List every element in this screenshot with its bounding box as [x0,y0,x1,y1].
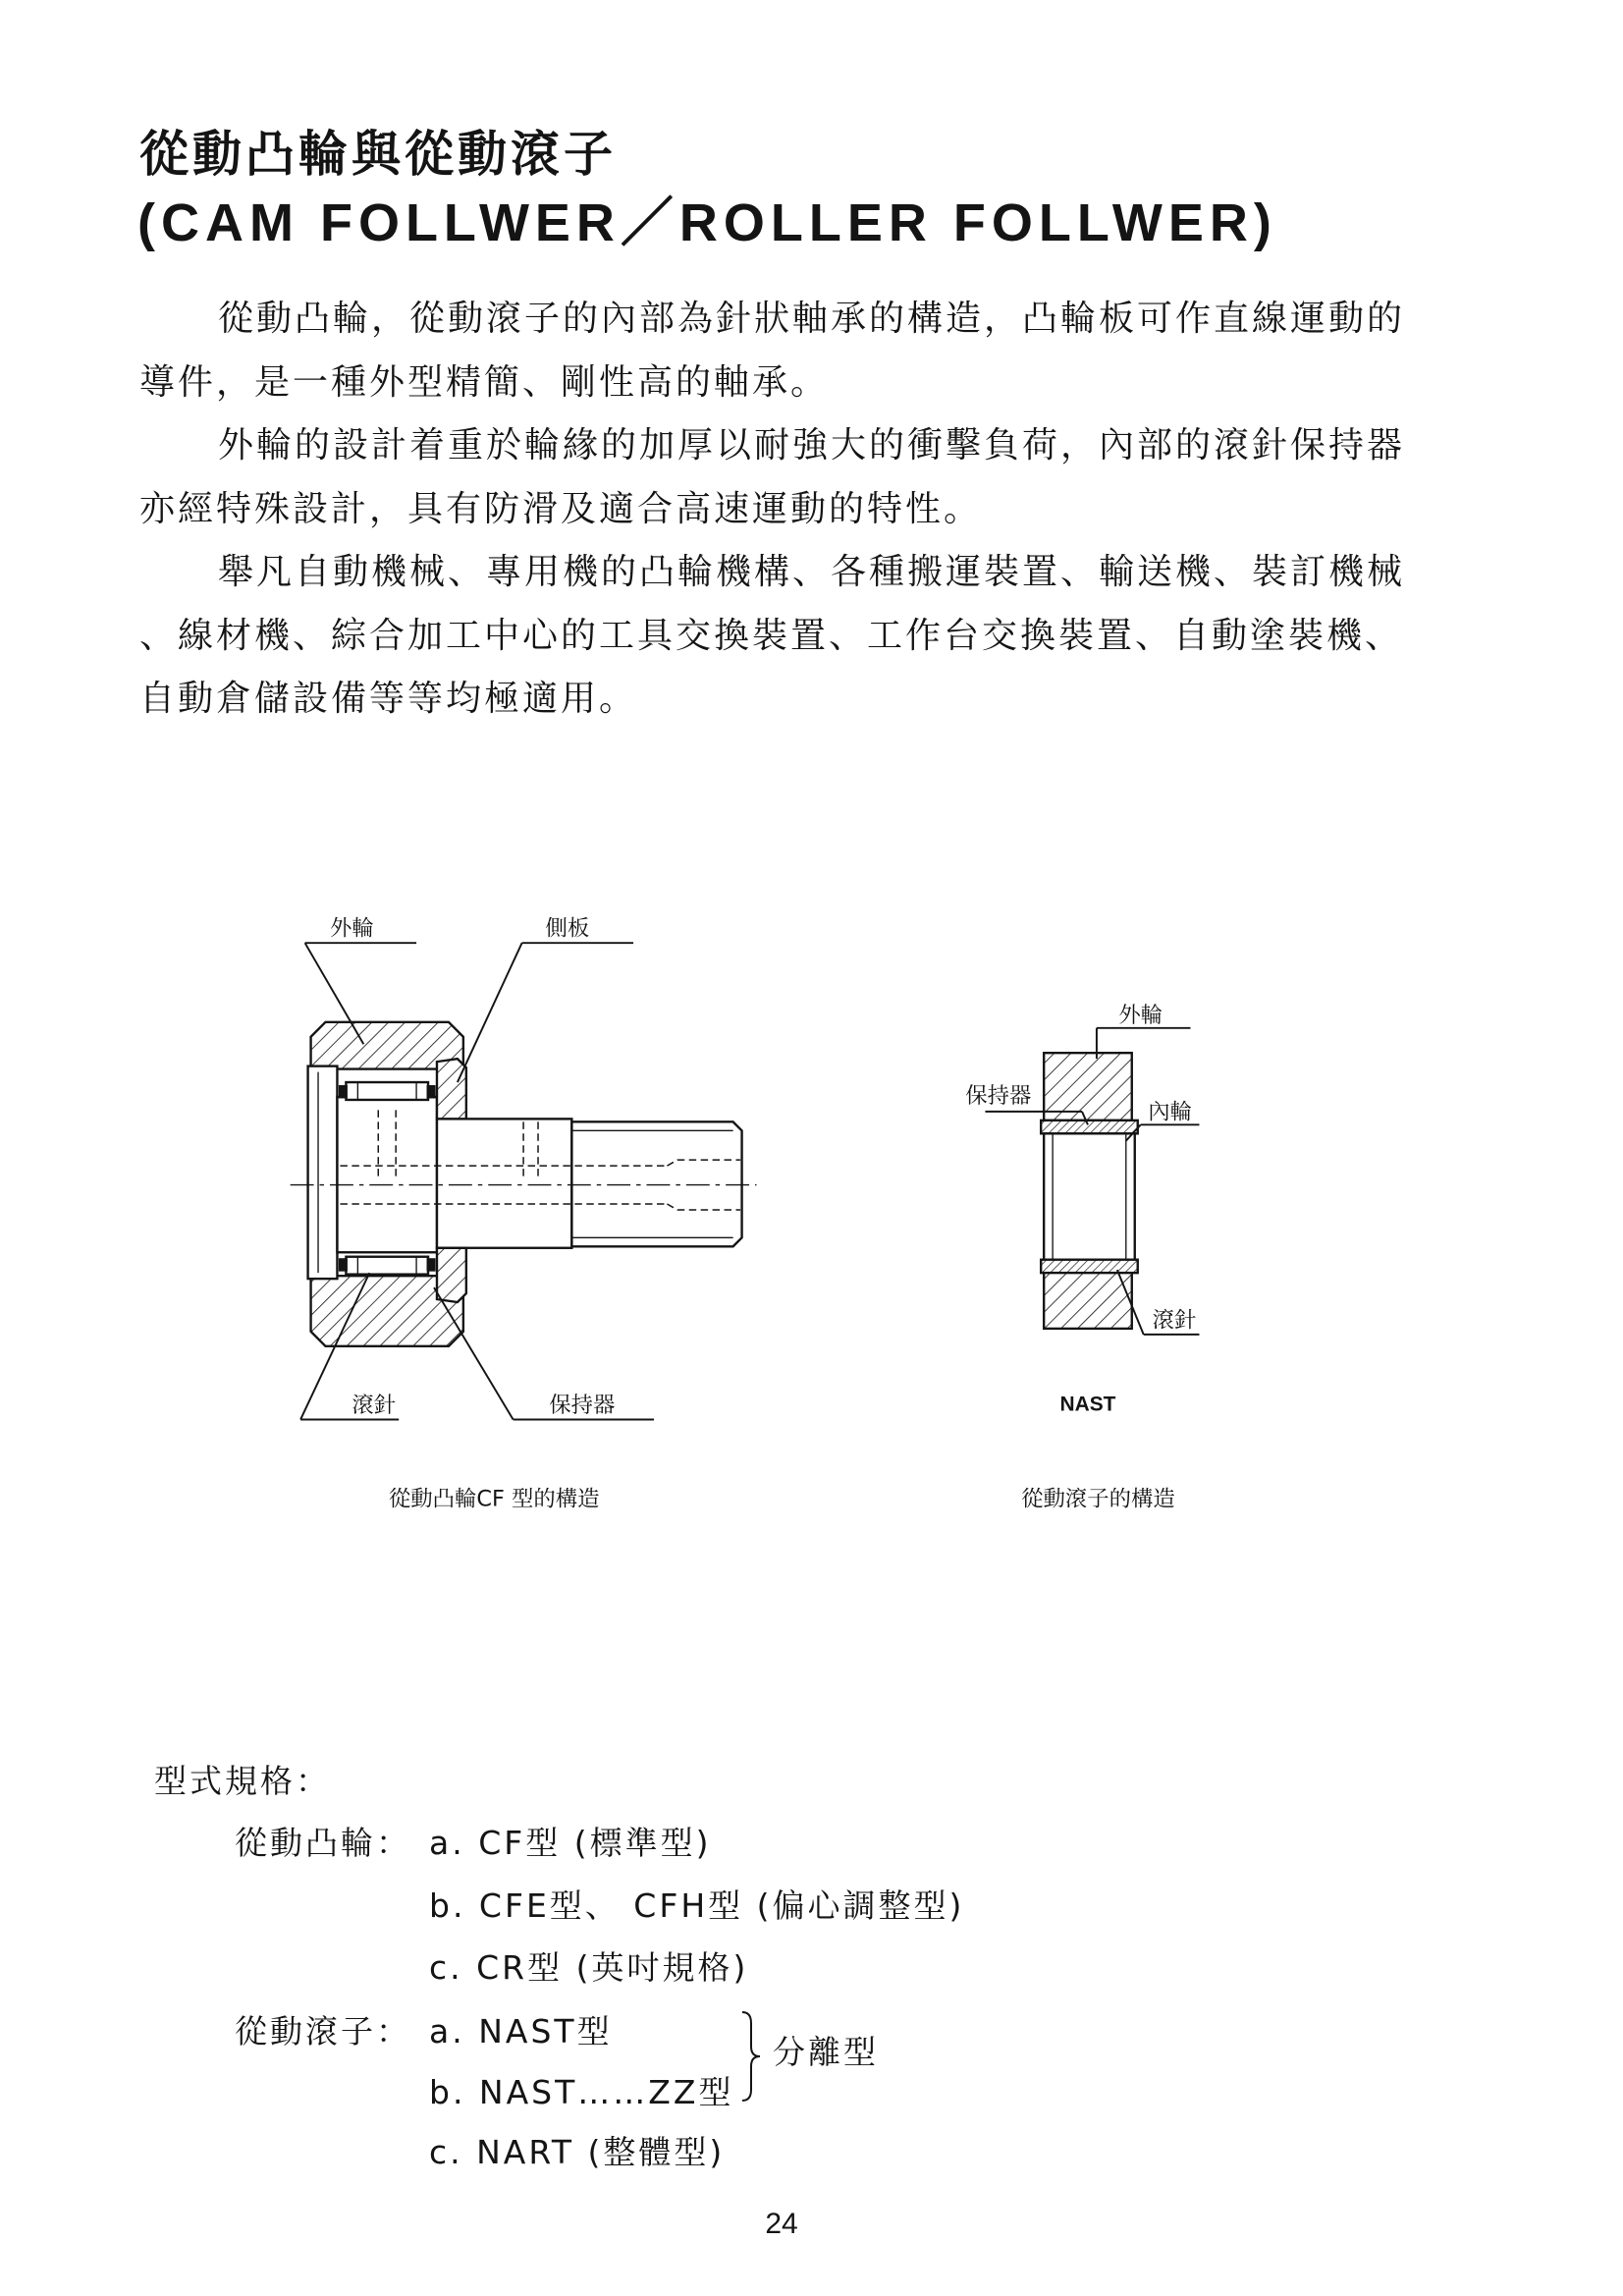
stud-shaft [437,1119,571,1247]
needle-cage-bottom-band [1041,1260,1138,1273]
outer-ring-bottom-section [1044,1273,1132,1329]
page-number: 24 [765,2208,798,2240]
cage-top-right [427,1085,436,1098]
side-plate-bottom-section [437,1248,466,1302]
figure-caption: 從動凸輪CF 型的構造 [388,1486,600,1512]
intro-text [139,288,1405,732]
spec-item-list [429,1812,964,1999]
model-label: NAST [1059,1393,1116,1416]
stud-head-face [308,1066,338,1280]
cage-leader-line [434,1287,514,1419]
intro-line: 、線材機、綜合加工中心的工具交換裝置、工作台交換裝置、自動塗裝機、 [139,615,1404,656]
spec-item: b. CFE型、 CFH型 (偏心調整型) [429,1886,965,1925]
intro-line: 亦經特殊設計，具有防滑及適合高速運動的特性。 [139,488,983,529]
spec-item: c. NART (整體型) [429,2133,726,2171]
spec-item-list [429,2001,734,2183]
intro-line: 導件，是一種外型精簡、剛性高的軸承。 [139,361,830,403]
outer-ring-label: 外輪 [1118,1002,1163,1028]
side-plate-top-section [437,1059,466,1119]
stud-head-body [337,1097,437,1252]
intro-line: 舉凡自動機械、專用機的凸輪機構、各種搬運裝置、輸送機、裝訂機械 [218,552,1406,592]
intro-line: 從動凸輪，從動滾子的內部為針狀軸承的構造，凸輪板可作直線運動的 [218,299,1406,339]
spec-item: a. CF型 (標準型) [429,1824,712,1862]
cage-top-left [339,1085,348,1098]
structure-figures [0,874,1623,1542]
specs-heading: 型式規格： [154,1762,331,1800]
side-plate-leader-line [458,943,522,1082]
intro-line: 自動倉儲設備等等均極適用。 [139,679,638,719]
needle-roller-label: 滾針 [1152,1307,1197,1334]
cage-label: 保持器 [965,1082,1032,1109]
cage-label: 保持器 [549,1393,616,1419]
spec-group-label: 從動凸輪： [235,1824,411,1862]
inner-ring-label: 內輪 [1148,1099,1192,1125]
roller-follower-diagram [965,1003,1199,1512]
spec-item: a. NAST型 [429,2012,613,2050]
side-plate-label: 側板 [545,915,590,942]
stud-thread [571,1121,741,1246]
outer-ring-label: 外輪 [330,915,374,942]
outer-ring-top-section [1044,1053,1132,1121]
separable-type-note: 分離型 [773,2033,879,2071]
needle-cage-top-band [1041,1121,1138,1133]
spec-item: c. CR型 (英吋規格) [429,1948,749,1987]
page-title: 從動凸輪與從動滾子 [139,126,617,183]
spec-group-label: 從動滾子： [235,2012,411,2050]
intro-line: 外輪的設計着重於輪緣的加厚以耐強大的衝擊負荷，內部的滾針保持器 [218,425,1406,465]
right-brace-icon [738,2009,764,2104]
cage-bottom-right [427,1258,436,1271]
inner-ring [1044,1133,1135,1259]
spec-item: b. NAST……ZZ型 [429,2072,734,2111]
needle-roller-label: 滾針 [352,1393,397,1419]
cage-bottom-left [339,1258,348,1271]
figure-caption: 從動滾子的構造 [1021,1486,1175,1512]
page-subtitle-english: (CAM FOLLWER／ROLLER FOLLWER) [137,193,1277,252]
cam-follower-diagram [291,916,757,1512]
